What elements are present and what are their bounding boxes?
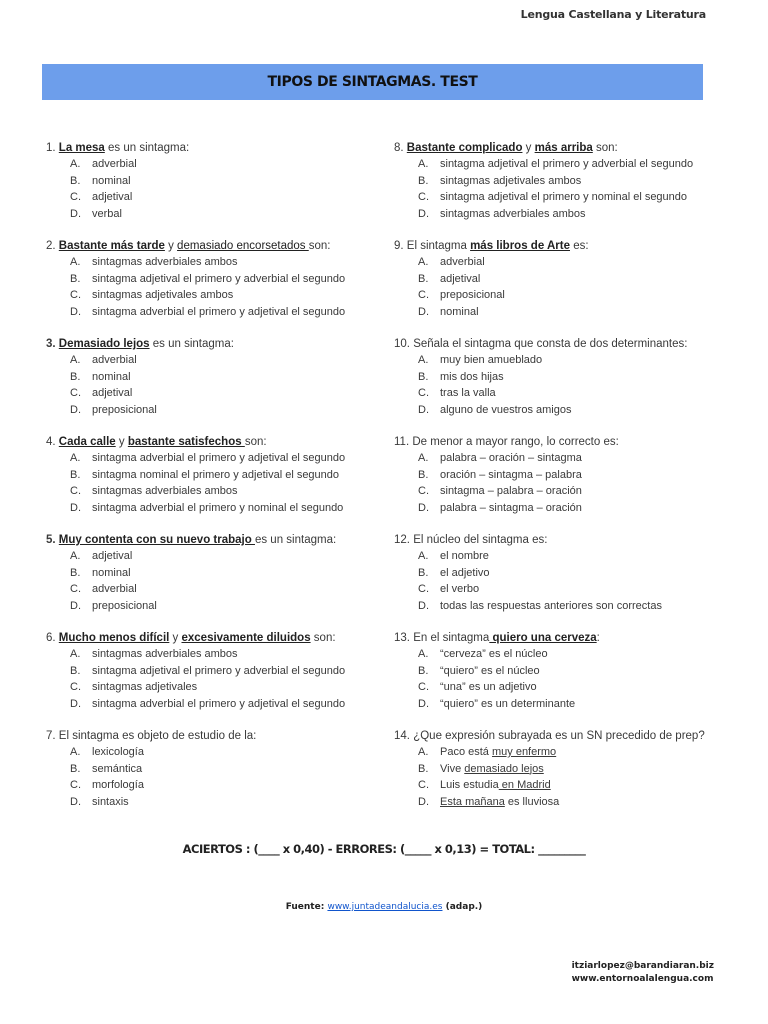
score-formula: ACIERTOS : (____ x 0,40) - ERRORES: (_____ x 0,13) = TOTAL: _________ — [182, 842, 586, 856]
option-b[interactable] — [418, 369, 734, 386]
underlined-phrase: Cada calle — [58, 436, 116, 448]
option-text: sintagmas adverbiales ambos — [92, 485, 238, 497]
option-text: morfología — [92, 779, 144, 791]
question-stem — [394, 336, 734, 352]
option-d[interactable] — [70, 500, 386, 517]
question-4 — [46, 434, 386, 516]
option-text: sintagma – palabra – oración — [440, 485, 582, 497]
option-letter: C. — [418, 779, 429, 791]
text-segment: En el sintagma — [413, 632, 490, 644]
option-letter: D. — [70, 501, 81, 514]
text-segment: son: — [592, 142, 618, 154]
option-letter: D. — [70, 599, 81, 612]
option-a[interactable] — [418, 744, 734, 761]
option-letter: C. — [70, 191, 81, 203]
option-b[interactable] — [70, 369, 386, 386]
option-letter: D. — [418, 403, 429, 416]
question-number: 9. — [394, 240, 404, 252]
question-number: 4. — [46, 436, 56, 448]
option-text: preposicional — [440, 289, 505, 301]
option-c[interactable] — [418, 287, 734, 304]
question-7 — [46, 728, 386, 810]
option-text: sintagmas adjetivales ambos — [440, 174, 582, 187]
option-letter: D. — [418, 697, 429, 710]
option-text: nominal — [440, 305, 479, 318]
option-text: semántica — [92, 762, 143, 775]
option-d[interactable] — [70, 206, 386, 223]
option-letter: D. — [70, 207, 81, 220]
question-3 — [46, 336, 386, 418]
option-a[interactable] — [70, 744, 386, 761]
underlined-phrase: excesivamente diluidos — [181, 632, 311, 644]
option-letter: A. — [70, 158, 81, 170]
option-letter: B. — [70, 272, 81, 285]
option-c[interactable] — [418, 581, 734, 598]
option-text: adjetival — [440, 272, 481, 285]
question-stem — [46, 434, 386, 450]
option-text: muy bien amueblado — [440, 354, 543, 366]
options-list — [394, 254, 734, 320]
underlined-phrase: Muy contenta con su nuevo trabajo — [58, 534, 255, 546]
question-stem — [46, 140, 386, 156]
option-a[interactable] — [70, 156, 386, 173]
text-segment: es: — [570, 240, 589, 252]
option-letter: B. — [418, 174, 429, 187]
text-segment: Luis estudia — [440, 779, 499, 791]
question-number: 12. — [394, 534, 410, 546]
option-text: palabra – sintagma – oración — [440, 501, 582, 514]
text-segment: El sintagma es objeto de estudio de la: — [58, 730, 257, 742]
text-segment: y — [115, 436, 128, 448]
footer-website: www.entornoalalengua.com — [571, 974, 714, 984]
option-d[interactable] — [70, 304, 386, 321]
option-letter: C. — [70, 583, 81, 595]
option-text: palabra – oración – sintagma — [440, 452, 582, 464]
option-letter: A. — [70, 648, 81, 660]
option-text: sintagma adverbial el primero y adjetival el segundo — [92, 305, 346, 318]
option-c[interactable] — [70, 679, 386, 696]
option-text: el adjetivo — [440, 566, 490, 579]
question-2 — [46, 238, 386, 320]
option-d[interactable] — [418, 500, 734, 517]
text-segment: y — [169, 632, 182, 644]
option-text: preposicional — [92, 403, 157, 416]
option-letter: D. — [70, 795, 81, 808]
source-line — [0, 902, 768, 912]
options-list — [46, 548, 386, 614]
text-segment: El sintagma — [406, 240, 471, 252]
underlined-phrase: muy enfermo — [491, 746, 557, 758]
option-b[interactable] — [70, 467, 386, 484]
option-a[interactable] — [70, 646, 386, 663]
options-list — [394, 450, 734, 516]
question-number: 7. — [46, 730, 56, 742]
option-d[interactable] — [418, 598, 734, 615]
option-b[interactable] — [418, 271, 734, 288]
source-label: Fuente: — [285, 902, 328, 912]
text-segment: Vive — [440, 762, 465, 775]
option-text: sintagma adverbial el primero y nominal el segundo — [92, 501, 344, 514]
option-text: adverbial — [92, 354, 137, 366]
option-text: adverbial — [92, 158, 137, 170]
option-b[interactable] — [418, 467, 734, 484]
option-text: nominal — [92, 566, 131, 579]
option-letter: A. — [70, 550, 81, 562]
option-a[interactable] — [418, 646, 734, 663]
option-text: el verbo — [440, 583, 480, 595]
option-text: nominal — [92, 370, 131, 383]
option-c[interactable] — [418, 483, 734, 500]
option-c[interactable] — [418, 777, 734, 794]
option-text: “quiero” es el núcleo — [440, 664, 540, 677]
question-stem — [394, 532, 734, 548]
options-list — [46, 254, 386, 320]
option-letter: C. — [70, 779, 81, 791]
question-number: 6. — [46, 632, 56, 644]
options-list — [394, 548, 734, 614]
question-10 — [394, 336, 734, 418]
option-a[interactable] — [418, 548, 734, 565]
option-d[interactable] — [418, 696, 734, 713]
option-a[interactable] — [70, 254, 386, 271]
option-text: adverbial — [92, 583, 137, 595]
option-text: adjetival — [92, 191, 133, 203]
option-letter: B. — [418, 762, 429, 775]
option-b[interactable] — [418, 663, 734, 680]
option-b[interactable] — [418, 565, 734, 582]
option-text: alguno de vuestros amigos — [440, 403, 572, 416]
option-letter: B. — [70, 566, 81, 579]
option-a[interactable] — [70, 548, 386, 565]
question-number: 3. — [46, 338, 56, 350]
question-stem — [46, 728, 386, 744]
option-c[interactable] — [70, 581, 386, 598]
text-segment: Señala el sintagma que consta de dos determinantes: — [413, 338, 688, 350]
option-c[interactable] — [70, 385, 386, 402]
option-text: tras la valla — [440, 387, 496, 399]
option-b[interactable] — [70, 565, 386, 582]
source-suffix: (adap.) — [442, 902, 483, 912]
option-text: sintagmas adverbiales ambos — [92, 256, 238, 268]
option-d[interactable] — [418, 304, 734, 321]
option-a[interactable] — [70, 352, 386, 369]
question-stem — [394, 140, 734, 156]
option-b[interactable] — [418, 761, 734, 778]
option-text: sintagmas adjetivales — [92, 681, 198, 693]
option-c[interactable] — [70, 777, 386, 794]
option-text: sintagma adjetival el primero y adverbial el segundo — [440, 158, 694, 170]
option-letter: A. — [418, 746, 429, 758]
option-letter: A. — [70, 256, 81, 268]
question-stem — [394, 238, 734, 254]
option-c[interactable] — [418, 385, 734, 402]
underlined-phrase: más libros de Arte — [470, 240, 570, 252]
option-letter: C. — [418, 289, 429, 301]
title-banner — [42, 64, 703, 100]
option-text: oración – sintagma – palabra — [440, 468, 582, 481]
option-text: “una” es un adjetivo — [440, 681, 537, 693]
question-stem — [46, 238, 386, 254]
question-stem — [394, 728, 734, 744]
underlined-phrase: demasiado encorsetados — [177, 240, 309, 252]
options-list — [394, 156, 734, 222]
option-d[interactable] — [418, 402, 734, 419]
option-c[interactable] — [70, 483, 386, 500]
option-b[interactable] — [418, 173, 734, 190]
option-d[interactable] — [70, 598, 386, 615]
question-number: 11. — [394, 436, 410, 448]
question-12 — [394, 532, 734, 614]
options-list — [46, 450, 386, 516]
question-stem — [46, 532, 386, 548]
option-d[interactable] — [418, 794, 734, 811]
question-number: 13. — [394, 632, 410, 644]
option-d[interactable] — [70, 402, 386, 419]
question-13 — [394, 630, 734, 712]
text-segment: De menor a mayor rango, lo correcto es: — [412, 436, 619, 448]
question-number: 8. — [394, 142, 404, 154]
question-8 — [394, 140, 734, 222]
option-letter: B. — [70, 174, 81, 187]
option-letter: C. — [418, 583, 429, 595]
question-5 — [46, 532, 386, 614]
option-a[interactable] — [418, 254, 734, 271]
question-number: 10. — [394, 338, 410, 350]
option-c[interactable] — [70, 189, 386, 206]
option-letter: A. — [418, 550, 429, 562]
question-stem — [394, 630, 734, 646]
option-text: sintagma adjetival el primero y nominal el segundo — [440, 191, 688, 203]
option-letter: A. — [418, 256, 429, 268]
option-a[interactable] — [418, 352, 734, 369]
source-link[interactable]: www.juntadeandalucia.es — [327, 902, 443, 912]
option-letter: A. — [70, 354, 81, 366]
option-c[interactable] — [418, 679, 734, 696]
question-stem — [46, 336, 386, 352]
option-letter: C. — [418, 681, 429, 693]
option-b[interactable] — [70, 271, 386, 288]
option-letter: A. — [418, 354, 429, 366]
option-letter: B. — [70, 762, 81, 775]
option-letter: A. — [418, 648, 429, 660]
option-d[interactable] — [70, 696, 386, 713]
option-text: sintagmas adverbiales ambos — [92, 648, 238, 660]
option-text: adjetival — [92, 550, 133, 562]
question-number: 5. — [46, 534, 56, 546]
option-letter: B. — [418, 664, 429, 677]
option-text: “quiero” es un determinante — [440, 697, 576, 710]
option-text: sintagma adjetival el primero y adverbial el segundo — [92, 272, 346, 285]
option-letter: C. — [70, 387, 81, 399]
footer-contact — [572, 960, 714, 986]
option-text: sintagmas adjetivales ambos — [92, 289, 234, 301]
text-segment: : — [596, 632, 600, 644]
option-letter: A. — [418, 158, 429, 170]
question-stem — [394, 434, 734, 450]
underlined-phrase: Mucho menos difícil — [58, 632, 170, 644]
option-d[interactable] — [70, 794, 386, 811]
options-list — [46, 156, 386, 222]
footer-email: itziarlopez@barandiaran.biz — [571, 961, 714, 971]
underlined-phrase: quiero una cerveza — [489, 632, 597, 644]
option-letter: C. — [418, 387, 429, 399]
option-letter: A. — [70, 452, 81, 464]
option-text: adjetival — [92, 387, 133, 399]
option-letter: B. — [70, 468, 81, 481]
option-b[interactable] — [70, 663, 386, 680]
text-segment: El núcleo del sintagma es: — [413, 534, 548, 546]
option-letter: C. — [418, 485, 429, 497]
option-text: adverbial — [440, 256, 485, 268]
option-text: preposicional — [92, 599, 157, 612]
options-list — [46, 352, 386, 418]
option-letter: B. — [418, 370, 429, 383]
text-segment: son: — [310, 632, 336, 644]
option-b[interactable] — [70, 761, 386, 778]
text-segment: es lluviosa — [504, 795, 560, 808]
question-number: 1. — [46, 142, 56, 154]
option-letter: C. — [418, 191, 429, 203]
option-text: sintagma adverbial el primero y adjetival el segundo — [92, 452, 346, 464]
option-letter: D. — [418, 501, 429, 514]
question-number: 14. — [394, 730, 410, 742]
option-text: sintagma adverbial el primero y adjetival el segundo — [92, 697, 346, 710]
option-letter: D. — [70, 697, 81, 710]
option-text: sintagmas adverbiales ambos — [440, 207, 586, 220]
underlined-phrase: bastante satisfechos — [127, 436, 245, 448]
text-segment: es un sintagma: — [254, 534, 337, 546]
option-letter: D. — [418, 795, 429, 808]
option-letter: D. — [70, 403, 81, 416]
option-c[interactable] — [418, 189, 734, 206]
underlined-phrase: Bastante complicado — [406, 142, 523, 154]
options-list — [394, 646, 734, 712]
question-14 — [394, 728, 734, 810]
underlined-phrase: demasiado lejos — [464, 762, 544, 775]
option-text: sintagma adjetival el primero y adverbial el segundo — [92, 664, 346, 677]
option-text: sintaxis — [92, 795, 129, 808]
header-subject: Lengua Castellana y Literatura — [520, 8, 706, 21]
text-segment: Paco está — [440, 746, 492, 758]
option-letter: A. — [418, 452, 429, 464]
options-list — [46, 646, 386, 712]
text-segment: y — [522, 142, 535, 154]
option-text: verbal — [92, 207, 122, 220]
option-letter: D. — [418, 305, 429, 318]
question-number: 2. — [46, 240, 56, 252]
text-segment: es un sintagma: — [149, 338, 234, 350]
underlined-phrase: más arriba — [534, 142, 593, 154]
option-text: “cerveza” es el núcleo — [440, 648, 548, 660]
question-6 — [46, 630, 386, 712]
option-letter: C. — [70, 485, 81, 497]
option-letter: B. — [418, 468, 429, 481]
question-stem — [46, 630, 386, 646]
options-list — [46, 744, 386, 810]
option-letter: C. — [70, 681, 81, 693]
questions-left-column — [46, 140, 386, 826]
question-1 — [46, 140, 386, 222]
option-letter: D. — [418, 207, 429, 220]
option-a[interactable] — [418, 156, 734, 173]
option-text: mis dos hijas — [440, 370, 504, 383]
option-letter: B. — [70, 664, 81, 677]
option-letter: D. — [418, 599, 429, 612]
option-letter: B. — [418, 272, 429, 285]
option-letter: B. — [418, 566, 429, 579]
underlined-phrase: La mesa — [58, 142, 105, 154]
underlined-phrase: Bastante más tarde — [58, 240, 165, 252]
page-title: TIPOS DE SINTAGMAS. TEST — [267, 74, 478, 90]
option-text: todas las respuestas anteriores son correctas — [440, 599, 662, 612]
option-c[interactable] — [70, 287, 386, 304]
options-list — [394, 744, 734, 810]
questions-right-column — [394, 140, 734, 826]
text-segment: y — [164, 240, 178, 252]
option-text: lexicología — [92, 746, 144, 758]
underlined-phrase: Demasiado lejos — [58, 338, 150, 350]
text-segment: ¿Que expresión subrayada es un SN precedido de prep? — [413, 730, 705, 742]
underlined-phrase: Esta mañana — [440, 795, 505, 808]
text-segment: es un sintagma: — [104, 142, 190, 154]
question-11 — [394, 434, 734, 516]
option-a[interactable] — [70, 450, 386, 467]
option-d[interactable] — [418, 206, 734, 223]
option-a[interactable] — [418, 450, 734, 467]
option-b[interactable] — [70, 173, 386, 190]
option-letter: D. — [70, 305, 81, 318]
underlined-phrase: en Madrid — [498, 779, 551, 791]
option-text: sintagma nominal el primero y adjetival el segundo — [92, 468, 340, 481]
options-list — [394, 352, 734, 418]
option-letter: C. — [70, 289, 81, 301]
question-9 — [394, 238, 734, 320]
option-text: el nombre — [440, 550, 489, 562]
option-letter: B. — [70, 370, 81, 383]
option-letter: A. — [70, 746, 81, 758]
text-segment: son: — [244, 436, 267, 448]
text-segment: son: — [308, 240, 331, 252]
option-text: nominal — [92, 174, 131, 187]
